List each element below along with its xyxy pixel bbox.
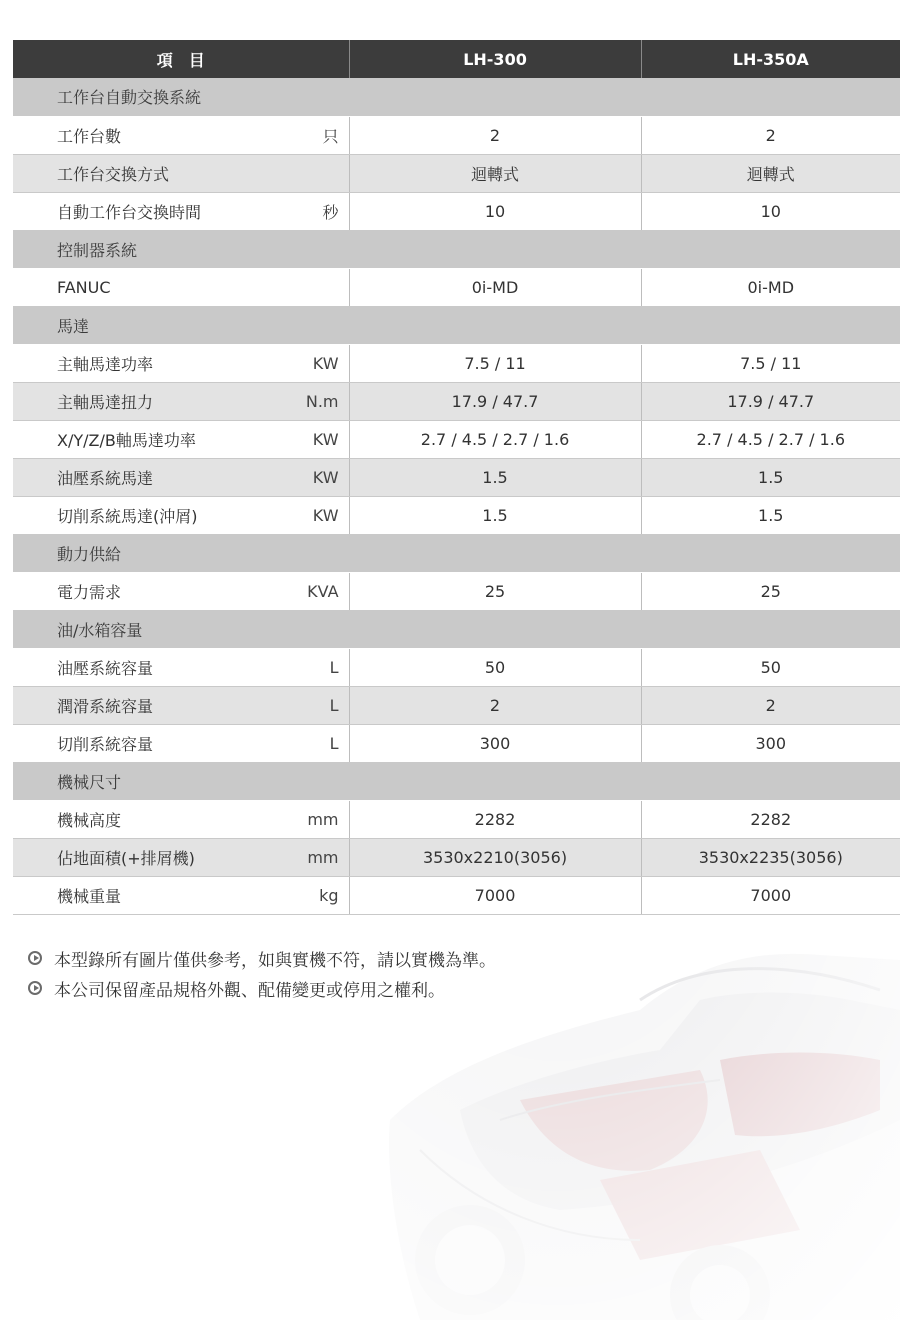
note-item — [28, 943, 496, 973]
value-model-2: 2 — [641, 686, 900, 724]
value-model-1: 2.7 / 4.5 / 2.7 / 1.6 — [349, 420, 641, 458]
row-label: 電力需求 — [13, 572, 268, 610]
value-model-1: 17.9 / 47.7 — [349, 382, 641, 420]
value-model-1: 7000 — [349, 876, 641, 914]
row-unit: mm — [268, 838, 349, 876]
row-unit — [268, 268, 349, 306]
spec-table — [13, 40, 900, 915]
value-model-1: 2282 — [349, 800, 641, 838]
value-model-1: 50 — [349, 648, 641, 686]
value-model-1: 2 — [349, 686, 641, 724]
table-row — [13, 420, 900, 458]
value-model-2: 7.5 / 11 — [641, 344, 900, 382]
section-title: 馬達 — [13, 306, 900, 344]
row-label: 工作台數 — [13, 116, 268, 154]
value-model-2: 10 — [641, 192, 900, 230]
row-label: 佔地面積(+排屑機) — [13, 838, 268, 876]
section-title: 工作台自動交換系統 — [13, 78, 900, 116]
value-model-1: 3530x2210(3056) — [349, 838, 641, 876]
row-unit: mm — [268, 800, 349, 838]
row-label: 主軸馬達扭力 — [13, 382, 268, 420]
header-item: 項 目 — [13, 40, 349, 78]
value-model-1: 7.5 / 11 — [349, 344, 641, 382]
value-model-2: 7000 — [641, 876, 900, 914]
row-unit: KW — [268, 496, 349, 534]
section-row — [13, 78, 900, 116]
row-label: 機械重量 — [13, 876, 268, 914]
row-label: 機械高度 — [13, 800, 268, 838]
section-row — [13, 762, 900, 800]
table-row — [13, 800, 900, 838]
row-unit — [268, 154, 349, 192]
section-row — [13, 306, 900, 344]
value-model-1: 1.5 — [349, 496, 641, 534]
table-row — [13, 876, 900, 914]
table-row — [13, 648, 900, 686]
value-model-1: 1.5 — [349, 458, 641, 496]
row-unit: L — [268, 648, 349, 686]
value-model-2: 50 — [641, 648, 900, 686]
value-model-2: 25 — [641, 572, 900, 610]
table-row — [13, 724, 900, 762]
row-label: 油壓系統容量 — [13, 648, 268, 686]
value-model-2: 1.5 — [641, 458, 900, 496]
row-unit: 秒 — [268, 192, 349, 230]
section-row — [13, 230, 900, 268]
section-title: 機械尺寸 — [13, 762, 900, 800]
table-header-row — [13, 40, 900, 78]
value-model-2: 0i-MD — [641, 268, 900, 306]
value-model-2: 迴轉式 — [641, 154, 900, 192]
row-label: FANUC — [13, 268, 268, 306]
row-unit: KW — [268, 458, 349, 496]
section-row — [13, 610, 900, 648]
table-row — [13, 458, 900, 496]
section-row — [13, 534, 900, 572]
row-label: 油壓系統馬達 — [13, 458, 268, 496]
value-model-1: 2 — [349, 116, 641, 154]
header-model-2: LH-350A — [641, 40, 900, 78]
table-row — [13, 268, 900, 306]
row-unit: L — [268, 724, 349, 762]
note-text: 本型錄所有圖片僅供參考，如與實機不符，請以實機為準。 — [54, 950, 496, 971]
notes — [28, 943, 496, 1003]
value-model-2: 2.7 / 4.5 / 2.7 / 1.6 — [641, 420, 900, 458]
value-model-2: 2282 — [641, 800, 900, 838]
table-row — [13, 344, 900, 382]
table-row — [13, 572, 900, 610]
row-label: 自動工作台交換時間 — [13, 192, 268, 230]
value-model-2: 1.5 — [641, 496, 900, 534]
row-unit: kg — [268, 876, 349, 914]
row-unit: KW — [268, 344, 349, 382]
value-model-2: 17.9 / 47.7 — [641, 382, 900, 420]
table-row — [13, 686, 900, 724]
circled-play-icon — [28, 981, 42, 995]
value-model-2: 2 — [641, 116, 900, 154]
section-title: 控制器系統 — [13, 230, 900, 268]
table-row — [13, 116, 900, 154]
table-row — [13, 192, 900, 230]
section-title: 動力供給 — [13, 534, 900, 572]
row-unit: 只 — [268, 116, 349, 154]
table-row — [13, 496, 900, 534]
value-model-2: 300 — [641, 724, 900, 762]
row-label: 工作台交換方式 — [13, 154, 268, 192]
row-label: 潤滑系統容量 — [13, 686, 268, 724]
header-model-1: LH-300 — [349, 40, 641, 78]
value-model-1: 300 — [349, 724, 641, 762]
value-model-1: 迴轉式 — [349, 154, 641, 192]
row-label: 切削系統馬達(沖屑) — [13, 496, 268, 534]
row-unit: KVA — [268, 572, 349, 610]
row-label: 切削系統容量 — [13, 724, 268, 762]
row-label: 主軸馬達功率 — [13, 344, 268, 382]
table-row — [13, 382, 900, 420]
note-text: 本公司保留產品規格外觀、配備變更或停用之權利。 — [54, 980, 445, 1001]
table-row — [13, 154, 900, 192]
circled-play-icon — [28, 951, 42, 965]
value-model-2: 3530x2235(3056) — [641, 838, 900, 876]
note-item — [28, 973, 496, 1003]
row-unit: KW — [268, 420, 349, 458]
row-label: X/Y/Z/B軸馬達功率 — [13, 420, 268, 458]
table-row — [13, 838, 900, 876]
row-unit: N.m — [268, 382, 349, 420]
row-unit: L — [268, 686, 349, 724]
value-model-1: 25 — [349, 572, 641, 610]
value-model-1: 10 — [349, 192, 641, 230]
value-model-1: 0i-MD — [349, 268, 641, 306]
section-title: 油/水箱容量 — [13, 610, 900, 648]
